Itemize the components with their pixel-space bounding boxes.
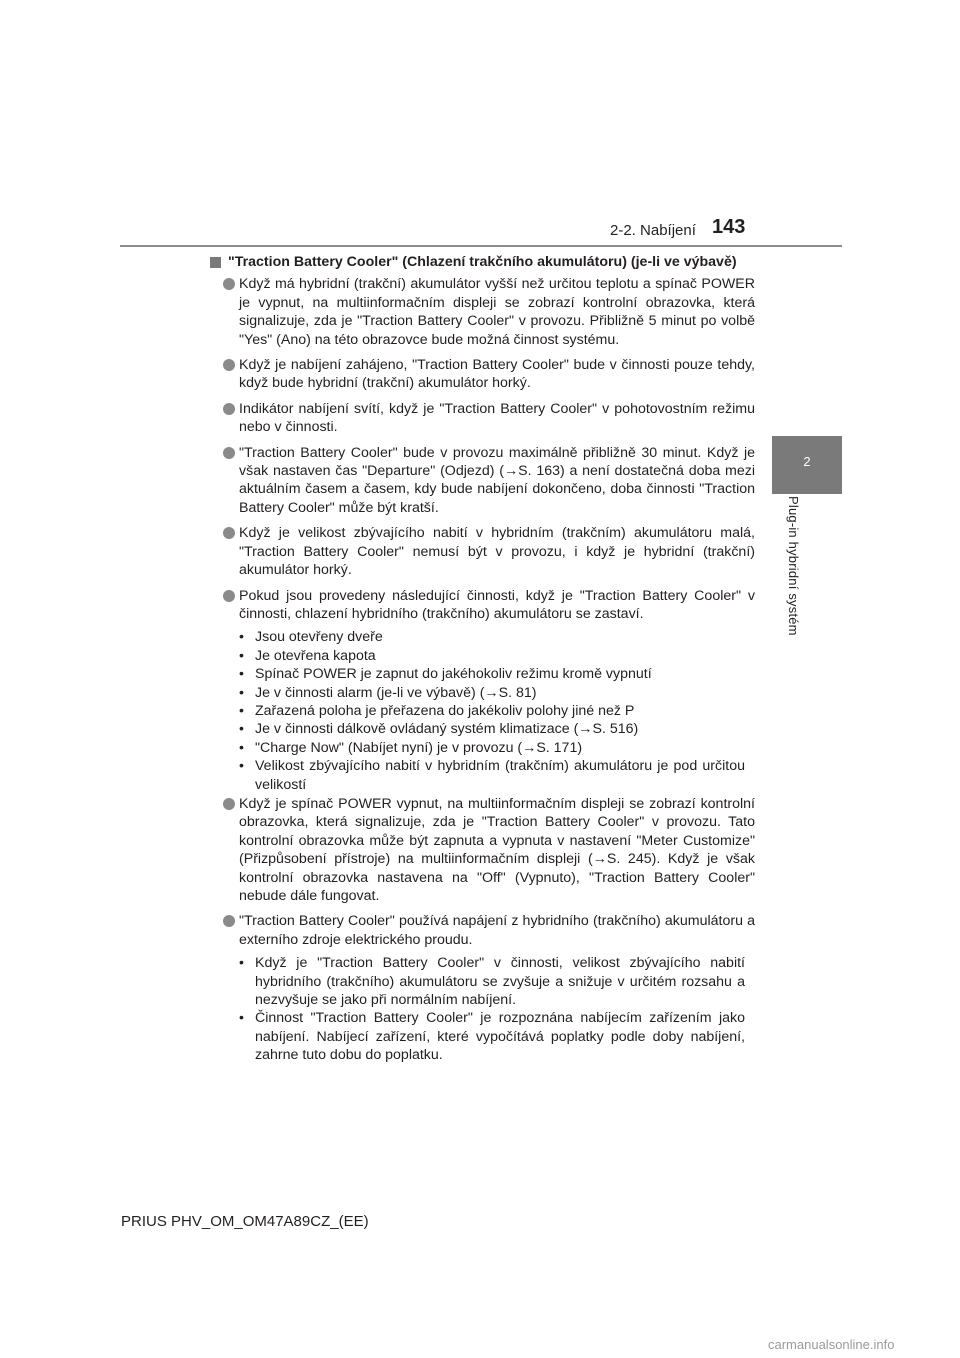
circle-bullet-icon <box>223 798 235 810</box>
page-header <box>0 0 960 250</box>
list-item: • Je v činnosti alarm (je-li ve výbavě) (→S. 81) <box>210 684 755 702</box>
list-item: • Činnost "Traction Battery Cooler" je rozpoznána nabíjecím zařízením jako nabíjení. Nabíjecí zařízení, které vypočítává poplatky podle doby nabíjení, zahrne tuto dobu do poplatku. <box>210 1009 755 1064</box>
circle-bullet-icon <box>223 915 235 927</box>
circle-bullet-icon <box>223 359 235 371</box>
chapter-tab <box>772 436 842 494</box>
bullet-text: Když je nabíjení zahájeno, "Traction Battery Cooler" bude v činnosti pouze tehdy, když bude hybridní (trakční) akumulátor horký. <box>239 357 755 392</box>
bullet-item <box>210 912 755 949</box>
bullet-text: Když je velikost zbývajícího nabití v hybridním (trakčním) akumulátoru malá, "Traction Battery Cooler" nemusí být v provozu, i když je hybridní (trakční) akumulátor horký. <box>239 525 755 579</box>
list-item: • Jsou otevřeny dveře <box>210 628 755 646</box>
bullet-item <box>210 444 755 518</box>
document-code-footer: PRIUS PHV_OM_OM47A89CZ_(EE) <box>121 1213 369 1230</box>
list-item: • Zařazená poloha je přeřazena do jakékoliv polohy jiné než P <box>210 702 755 720</box>
bullet-text: Pokud jsou provedeny následující činnosti, když je "Traction Battery Cooler" v činnosti, chlazení hybridního (trakčního) akumulátoru se zastaví. <box>239 587 755 622</box>
bullet-text: "Traction Battery Cooler" bude v provozu maximálně přibližně 30 minut. Když je však nastaven čas "Departure" (Odjezd) (→S. 163) a není dostatečná doba mezi aktuálním časem a časem, kdy bude nabíjení dokončeno, doba činnosti "Traction Battery Cooler" může být kratší. <box>239 444 755 516</box>
bullet-item <box>210 587 755 624</box>
bullet-text: Indikátor nabíjení svítí, když je "Traction Battery Cooler" v pohotovostním režimu nebo v činnosti. <box>239 400 755 436</box>
circle-bullet-icon <box>223 590 235 602</box>
chapter-label: Plug-in hybridní systém <box>786 496 801 636</box>
square-bullet-icon <box>210 257 221 268</box>
bullet-text: "Traction Battery Cooler" používá napájení z hybridního (trakčního) akumulátoru a externího zdroje elektrického proudu. <box>239 913 755 948</box>
page-number: 143 <box>712 216 746 238</box>
list-item: • "Charge Now" (Nabíjet nyní) je v provozu (→S. 171) <box>210 739 755 757</box>
circle-bullet-icon <box>223 278 235 290</box>
list-item: • Velikost zbývajícího nabití v hybridním (trakčním) akumulátoru je pod určitou velikostí <box>210 757 755 794</box>
header-divider <box>120 245 842 247</box>
watermark: carmanualsonline.info <box>768 1337 895 1352</box>
main-content <box>210 253 755 1065</box>
chapter-number: 2 <box>803 454 811 469</box>
power-notes-list <box>210 954 755 1064</box>
list-item: • Je v činnosti dálkově ovládaný systém klimatizace (→S. 516) <box>210 720 755 738</box>
bullet-item <box>210 524 755 579</box>
bullet-item <box>210 795 755 905</box>
list-item: • Je otevřena kapota <box>210 647 755 665</box>
circle-bullet-icon <box>223 527 235 539</box>
circle-bullet-icon <box>223 447 235 459</box>
bullet-item <box>210 275 755 349</box>
bullet-item <box>210 356 755 393</box>
bullet-item <box>210 400 755 437</box>
section-title: 2-2. Nabíjení <box>610 222 696 239</box>
section-heading <box>210 253 755 271</box>
stop-conditions-list <box>210 628 755 794</box>
section-heading-text: "Traction Battery Cooler" (Chlazení trakčního akumulátoru) (je-li ve výbavě) <box>228 254 737 270</box>
list-item: • Spínač POWER je zapnut do jakéhokoliv režimu kromě vypnutí <box>210 665 755 683</box>
bullet-text: Když má hybridní (trakční) akumulátor vyšší než určitou teplotu a spínač POWER je vypnut, na multiinformačním displeji se zobrazí kontrolní obrazovka, která signalizuje, zda je "Traction Battery Cooler" v provozu. Přibližně 5 minut po volbě "Yes" (Ano) na této obrazovce bude možná činnost systému. <box>239 276 755 348</box>
bullet-text: Když je spínač POWER vypnut, na multiinformačním displeji se zobrazí kontrolní obrazovka, která signalizuje, zda je "Traction Battery Cooler" v provozu. Tato kontrolní obrazovka může být zapnuta a vypnuta v nastavení "Meter Customize" (Přizpůsobení přístroje) na multiinformačním displeji (→S. 245). Když je však kontrolní obrazovka nastavena na "Off" (Vypnuto), "Traction Battery Cooler" nebude dále fungovat. <box>239 795 755 904</box>
circle-bullet-icon <box>223 403 235 415</box>
list-item: • Když je "Traction Battery Cooler" v činnosti, velikost zbývajícího nabití hybridního (trakčního) akumulátoru se zvyšuje a snižuje v určitém rozsahu a nezvyšuje se jako při normálním nabíjení. <box>210 954 755 1009</box>
chapter-label-container <box>784 496 808 666</box>
